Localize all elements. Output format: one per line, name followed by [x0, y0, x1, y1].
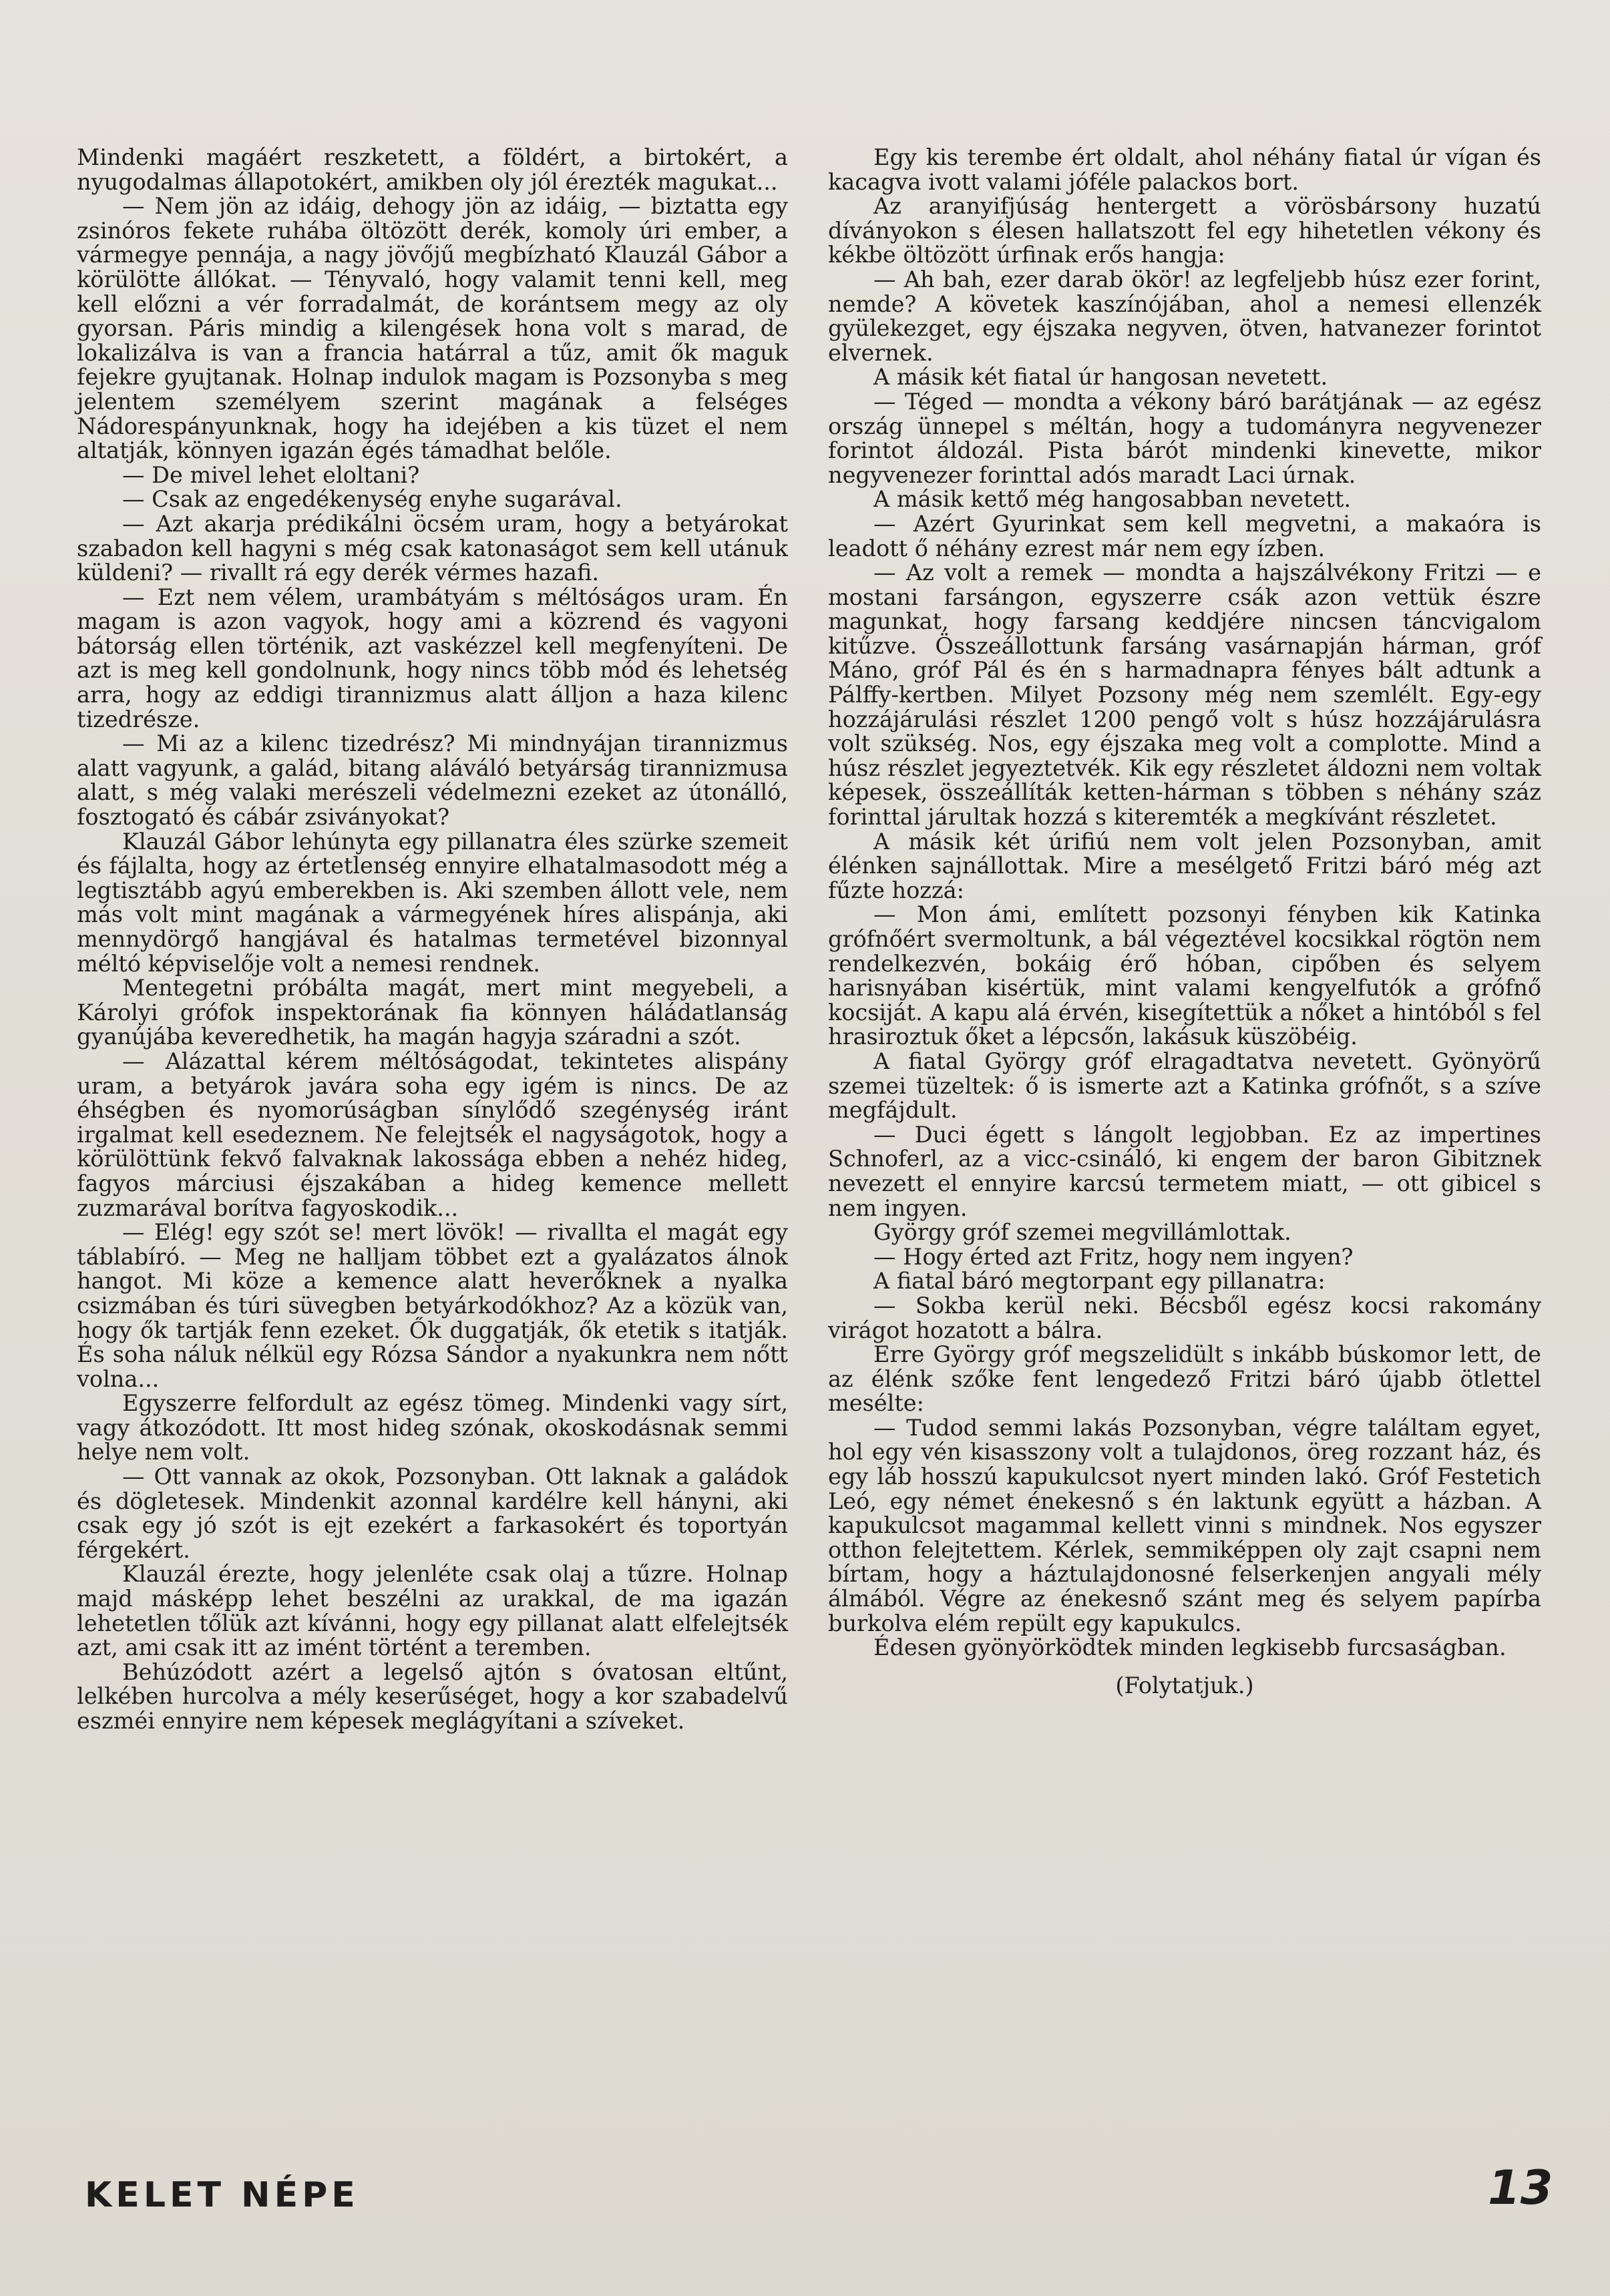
paragraph: — Csak az engedékenység enyhe sugarával.: [122, 486, 622, 513]
paragraph: Klauzál érezte, hogy jelenléte csak olaj a tűzre. Holnap majd másképp lehet beszélni az urakkal, de ma igazán lehetetlen tőlük azt kívánni, hogy egy pillanat alatt elfelejtsék azt, ami csak itt az imént történt a teremben.: [77, 1561, 788, 1661]
paragraph: A másik két úrifiú nem volt jelen Pozsonyban, amit élénken sajnállottak. Mire a mesélgető Fritzi báró még azt fűzte hozzá:: [828, 828, 1541, 903]
paragraph: — Ott vannak az okok, Pozsonyban. Ott laknak a galádok és dögletesek. Mindenkit azonnal kardélre kell hányni, aki csak egy jó szót is ejt ezekért a farkasokért és toportyán férgekért.: [77, 1463, 788, 1563]
continuation-note: (Folytatjuk.): [1115, 1672, 1254, 1698]
paragraph: — Mi az a kilenc tizedrész? Mi mindnyájan tirannizmus alatt vagyunk, a galád, bitang aláváló betyárság tirannizmusa alatt, s még valaki merészeli védelmezni ezeket az útonálló, fosztogató és cábár zsiványokat?: [77, 730, 788, 831]
paragraph: A fiatal báró megtorpant egy pillanatra:: [873, 1268, 1326, 1295]
paragraph: Édesen gyönyörködtek minden legkisebb furcsaságban.: [873, 1634, 1506, 1661]
paragraph: — Alázattal kérem méltóságodat, tekintetes alispány uram, a betyárok javára soha egy igém is nincs. De az éhségben és nyomorúságban sínylődő szegénység iránt irgalmat kell esedeznem. Ne felejtsék el nagyságotok, hogy a körülöttünk fekvő falvaknak lakossága ebben a nehéz hideg, fagyos márciusi éjszakában a hideg kemence mellett zuzmarával borítva fagyoskodik...: [77, 1048, 788, 1221]
paragraph: A fiatal György gróf elragadtatva nevetett. Gyönyörű szemei tüzeltek: ő is ismerte azt a Katinka grófnőt, s a szíve megfájdult.: [828, 1048, 1541, 1124]
paragraph: — Ezt nem vélem, urambátyám s méltóságos uram. Én magam is azon vagyok, hogy ami a közrend és vagyoni bátorság ellen történik, azt vaskézzel kell megfenyíteni. De azt is meg kell gondolnunk, hogy nincs több mód és lehetség arra, hogy az eddigi tirannizmus alatt álljon a haza kilenc tizedrésze.: [77, 584, 788, 732]
magazine-title: KELET NÉPE: [85, 2175, 359, 2215]
paragraph: Egy kis terembe ért oldalt, ahol néhány fiatal úr vígan és kacagva ivott valami jóféle palackos bort.: [828, 144, 1541, 195]
paragraph: — Elég! egy szót se! mert lövök! — rivallta el magát egy táblabíró. — Meg ne halljam többet ezt a gyalázatos álnok hangot. Mi köze a kemence alatt heverőknek a nyalka csizmában és túri süvegben betyárkodókhoz? Az a közük van, hogy ők tartják fenn ezeket. Ők duggatják, ők etetik s itatják. És soha náluk nélkül egy Rózsa Sándor a nyakunkra nem nőtt volna...: [77, 1219, 788, 1392]
paragraph: — Mon ámi, említett pozsonyi fényben kik Katinka grófnőért svermoltunk, a bál végeztével kocsikkal rögtön nem rendelkezvén, bokáig érő hóban, cipőben és selyem harisnyában kisértük, mint valami kengyelfutók a grófnő kocsiját. A kapu alá érvén, kisegítettük a nőket a hintóból s fel hrasiroztuk őket a lépcsőn, lakásuk küszöbéig.: [828, 901, 1541, 1050]
paragraph: — Az volt a remek — mondta a hajszálvékony Fritzi — e mostani farsángon, egyszerre csák azon vettük észre magunkat, hogy farsang keddjére nincsen táncvigalom kitűzve. Összeállottunk farsáng vasárnapján hárman, gróf Máno, gróf Pál és én s harmadnapra fényes bált adtunk a Pálffy-kertben. Milyet Pozsony még nem szemlélt. Egy-egy hozzájárulási részlet 1200 pengő volt s húsz hozzájárulásra volt szükség. Nos, egy éjszaka meg volt a complotte. Mind a húsz részlet jegyeztetvék. Kik egy részletet áldozni nem voltak képesek, összeállíták ketten-hárman s többen s néhány száz forinttal járultak hozzá s kiteremték a megkívánt részletet.: [828, 559, 1541, 831]
paragraph: György gróf szemei megvillámlottak.: [873, 1219, 1291, 1246]
paragraph: — Hogy érted azt Fritz, hogy nem ingyen?: [873, 1243, 1354, 1270]
left-column: [77, 146, 788, 1734]
paragraph: Mentegetni próbálta magát, mert mint megyebeli, a Károlyi grófok inspektorának fia könnyen háládatlanság gyanújába keveredhetik, ha magán hagyja száradni a szót.: [77, 975, 788, 1050]
paragraph: — Azt akarja prédikálni öcsém uram, hogy a betyárokat szabadon kell hagyni s még csak katonaságot sem kell utánuk küldeni? — rivallt rá egy derék vérmes hazafi.: [77, 510, 788, 586]
paragraph: Egyszerre felfordult az egész tömeg. Mindenki vagy sírt, vagy átkozódott. Itt most hideg szónak, okoskodásnak semmi helye nem volt.: [77, 1390, 788, 1465]
paragraph: — Tudod semmi lakás Pozsonyban, végre találtam egyet, hol egy vén kisasszony volt a tulajdonos, öreg rozzant ház, és egy láb hosszú kapukulcsot nyert minden lakó. Gróf Festetich Leó, egy német énekesnő s én laktunk együtt a házban. A kapukulcsot magammal kellett vinni s mindnek. Nos egyszer otthon felejtettem. Kérlek, semmiképpen oly zajt csapni nem bírtam, hogy a háztulajdonosné felserkenjen angyali mély álmából. Végre az énekesnő szánt meg és selyem papírba burkolva elém repült egy kapukulcs.: [828, 1414, 1541, 1636]
paragraph: — Sokba kerül neki. Bécsből egész kocsi rakomány virágot hozatott a bálra.: [828, 1292, 1541, 1343]
paragraph: Mindenki magáért reszketett, a földért, a birtokért, a nyugodalmas állapotokért, amikben oly jól érezték magukat...: [77, 144, 788, 195]
paragraph: A másik kettő még hangosabban nevetett.: [873, 486, 1351, 513]
paragraph: — De mivel lehet eloltani?: [122, 461, 420, 488]
paragraph: — Téged — mondta a vékony báró barátjának — az egész ország ünnepel s méltán, hogy a tudományra negyvenezer forintot áldozál. Pista bárót mindenki kinevette, mikor negyvenezer forinttal adós maradt Laci úrnak.: [828, 388, 1541, 488]
paragraph: Behúzódott azért a legelső ajtón s óvatosan eltűnt, lelkében hurcolva a mély keserűséget, hogy a kor szabadelvű eszméi ennyire nem képesek meglágyítani a szíveket.: [77, 1658, 788, 1734]
paragraph: — Ah bah, ezer darab ökör! az legfeljebb húsz ezer forint, nemde? A követek kaszínójában, ahol a nemesi ellenzék gyülekezget, egy éjszaka negyven, ötven, hatvanezer forintot elvernek.: [828, 266, 1541, 366]
paragraph: — Azért Gyurinkat sem kell megvetni, a makaóra is leadott ő néhány ezrest már nem egy ízben.: [828, 510, 1541, 561]
page-number: 13: [1488, 2160, 1553, 2215]
right-column: [828, 146, 1541, 1698]
paragraph: A másik két fiatal úr hangosan nevetett.: [873, 364, 1328, 391]
paragraph: Erre György gróf megszelidült s inkább búskomor lett, de az élénk szőke fent lengedező Fritzi báró újabb ötlettel mesélte:: [828, 1341, 1541, 1417]
paragraph: — Duci égett s lángolt legjobban. Ez az impertines Schnoferl, az a vicc-csináló, ki engem der baron Gibitznek nevezett el ennyire karcsú termetem miatt, — ott gibicel s nem ingyen.: [828, 1121, 1541, 1221]
paragraph: — Nem jön az idáig, dehogy jön az idáig, — biztatta egy zsinóros fekete ruhába öltözött derék, komoly úri ember, a vármegye pennája, a nagy jövőjű megbízható Klauzál Gábor a körülötte állókat. — Tényvaló, hogy valamit tenni kell, meg kell előzni a vér forradalmát, de korántsem megy az oly gyorsan. Páris mindig a kilengések hona volt s marad, de lokalizálva is van a francia határral a tűz, amit ők maguk fejekre gyujtanak. Holnap indulok magam is Pozsonyba s meg jelentem személyem szerint magának a felséges Nádorespányunknak, hogy ha idejében a kis tüzet el nem altatják, könnyen igazán égés támadhat belőle.: [77, 193, 788, 464]
paragraph: Az aranyifjúság hentergett a vörösbársony huzatú díványokon s élesen hallatszott fel egy hihetetlen vékony és kékbe öltözött úrfinak erős hangja:: [828, 193, 1541, 268]
paragraph: Klauzál Gábor lehúnyta egy pillanatra éles szürke szemeit és fájlalta, hogy az értetlenség ennyire elhatalmasodott még a legtisztább agyú emberekben is. Aki szemben állott vele, nem más volt mint magának a vármegyének híres alispánja, aki mennydörgő hangjával és hatalmas termetével bizonnyal méltó képviselője volt a nemesi rendnek.: [77, 828, 788, 977]
